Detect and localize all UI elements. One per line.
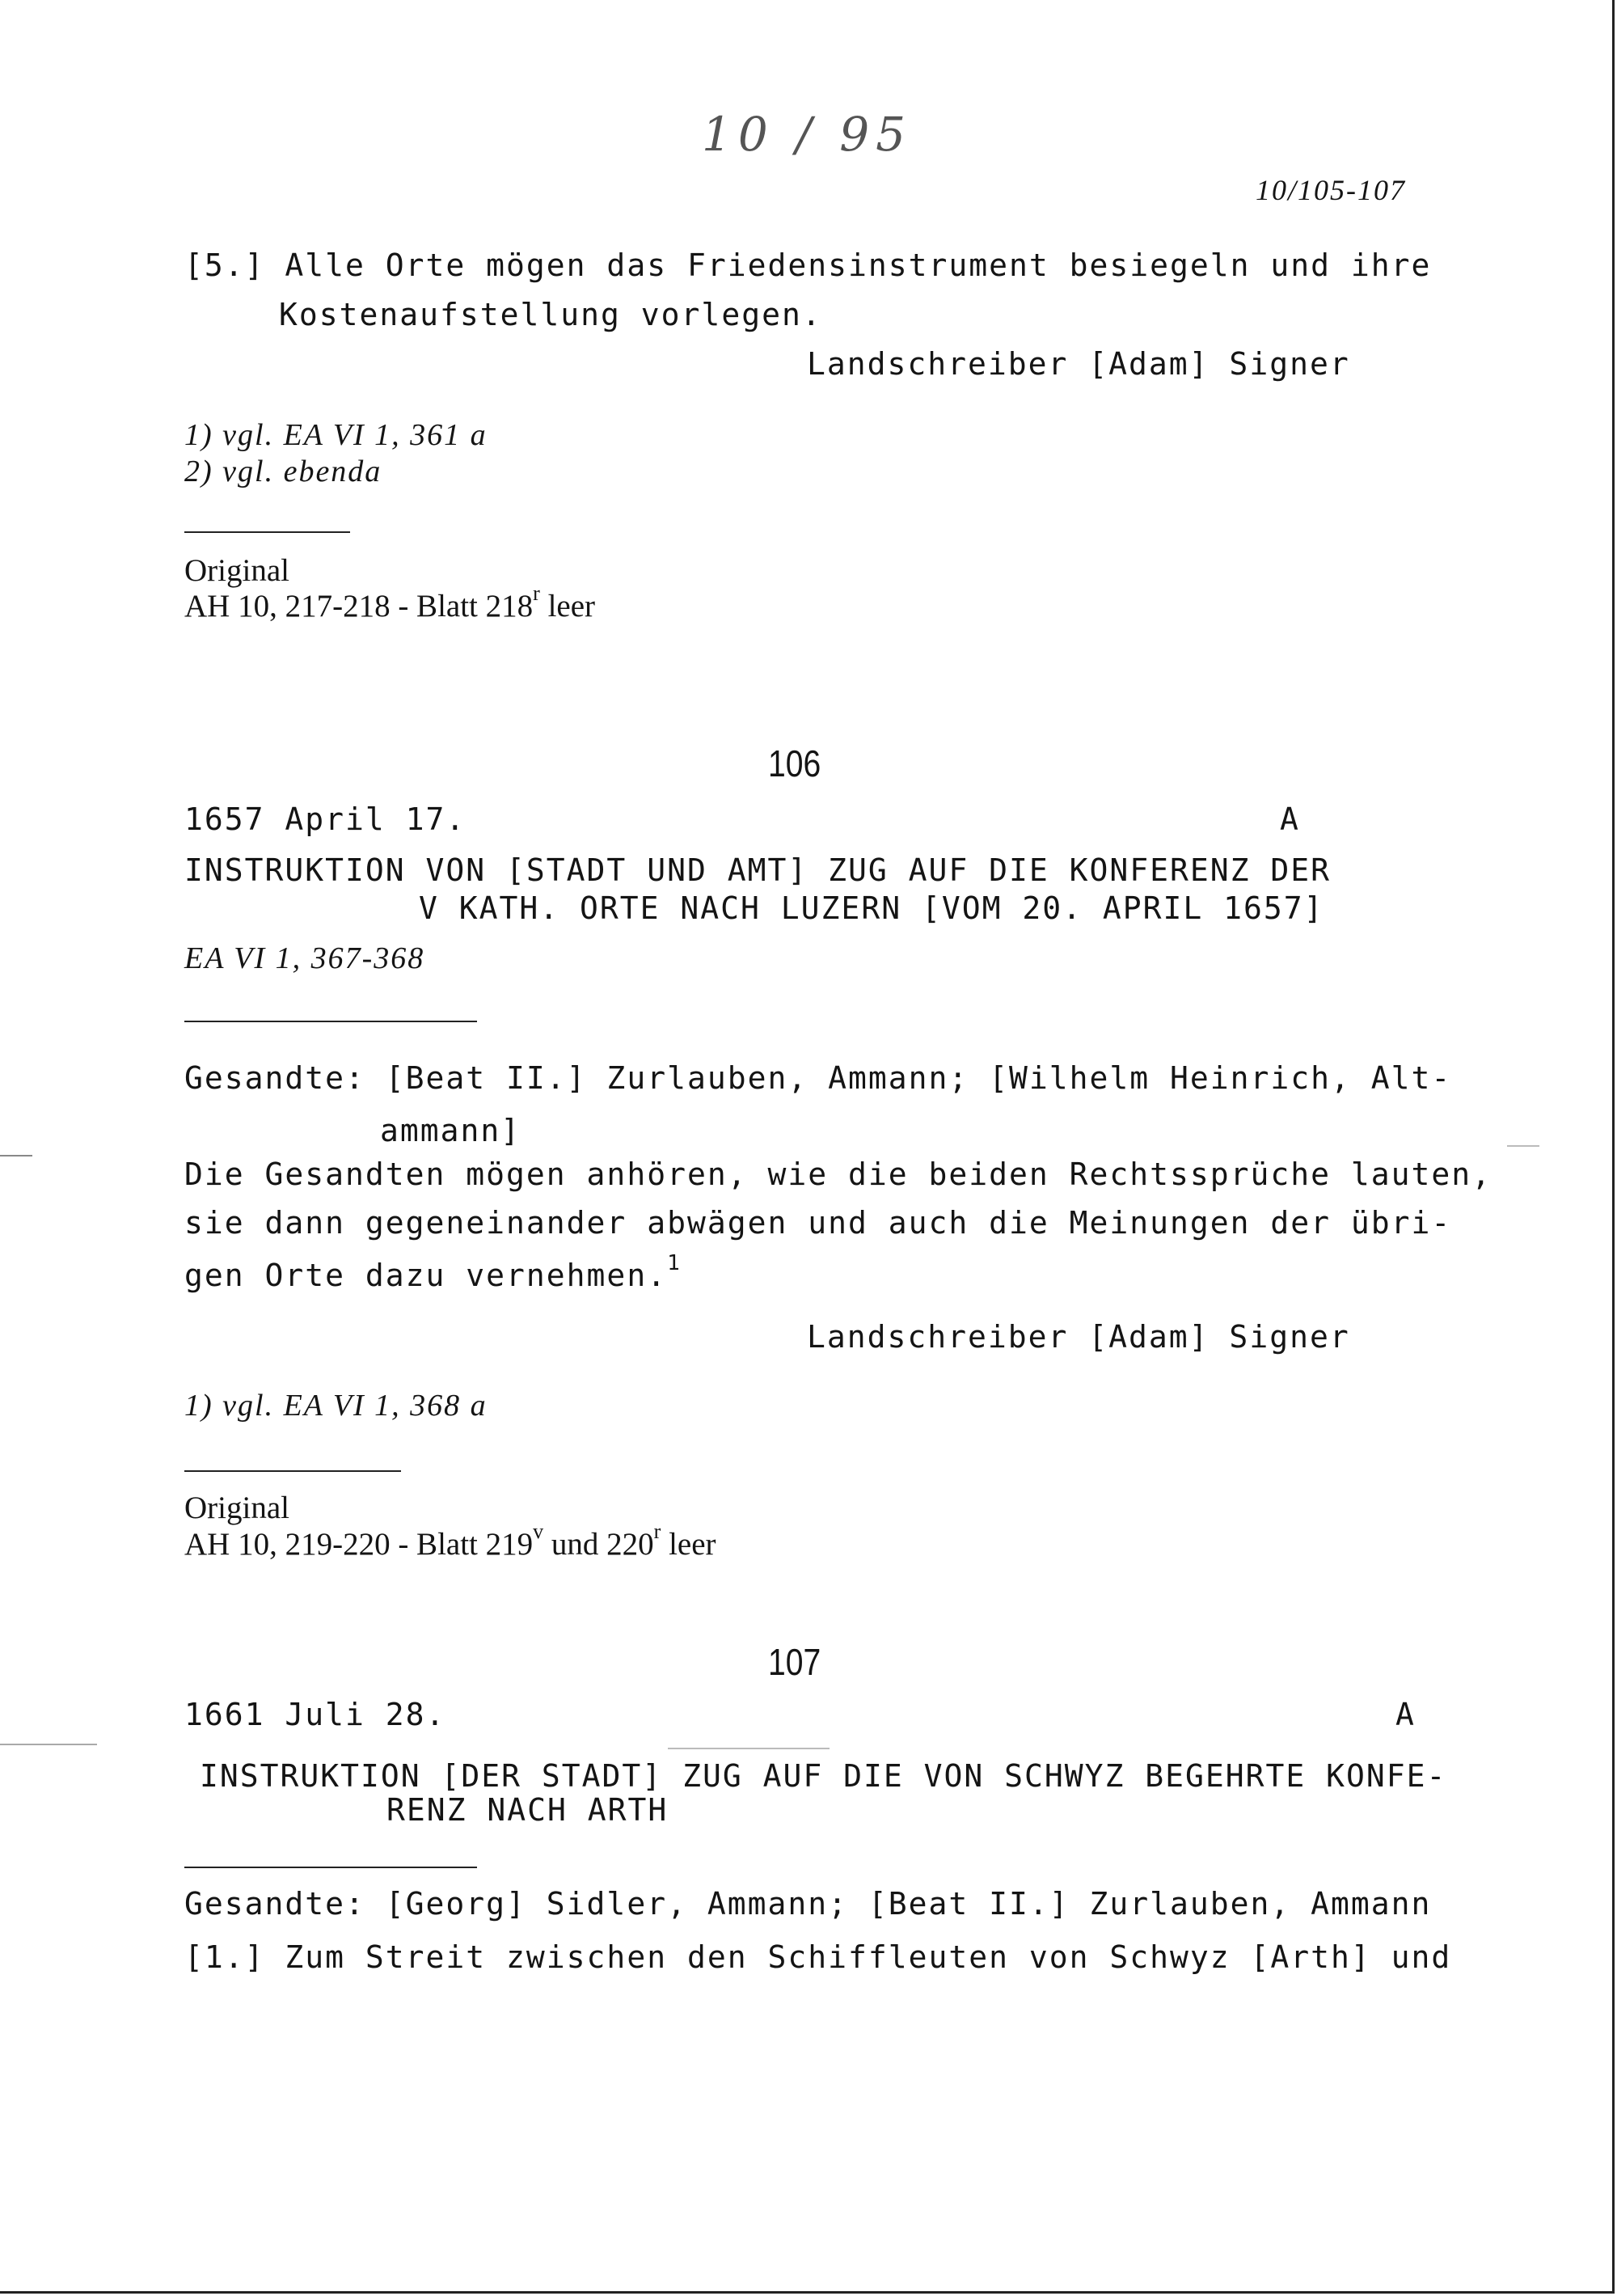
doc107-marker: A [1395, 1697, 1416, 1732]
doc107-envoys: Gesandte: [Georg] Sidler, Ammann; [Beat II.] Zurlauben, Ammann [184, 1886, 1432, 1922]
doc106-original-sup1: v [533, 1520, 544, 1543]
doc106-original-mid: und 220 [543, 1527, 654, 1562]
prev-original-ref-text: AH 10, 217-218 - Blatt 218 [184, 589, 534, 624]
prev-footnote-1: 1) vgl. EA VI 1, 361 a [184, 418, 488, 452]
prev-original-sup: r [533, 581, 540, 605]
doc106-original-reference [184, 1520, 716, 1562]
doc107-number: 107 [768, 1641, 821, 1683]
doc106-body-line1: Die Gesandten mögen anhören, wie die beiden Rechtssprüche lauten, [184, 1156, 1492, 1192]
prev-divider [184, 531, 350, 533]
doc106-date: 1657 April 17. [184, 801, 467, 837]
doc106-number: 106 [768, 742, 821, 784]
doc106-footnote-divider [184, 1470, 401, 1472]
doc106-title-line1: INSTRUKTION VON [STADT UND AMT] ZUG AUF DIE KONFERENZ DER [184, 852, 1332, 888]
prev-original-end: leer [539, 589, 596, 624]
prev-item5-line1: [5.] Alle Orte mögen das Friedensinstrument besiegeln und ihre [184, 247, 1432, 283]
doc106-marker: A [1280, 801, 1300, 837]
doc106-envoys-line1: Gesandte: [Beat II.] Zurlauben, Ammann; [Wilhelm Heinrich, Alt- [184, 1060, 1452, 1096]
scan-mark-mid [668, 1748, 830, 1749]
prev-item5-line2: Kostenaufstellung vorlegen. [279, 297, 822, 332]
handwritten-archive-number: 10 / 95 [702, 107, 913, 162]
doc106-original-sup2: r [653, 1520, 661, 1543]
doc107-divider [184, 1867, 477, 1868]
doc107-title-line1: INSTRUKTION [DER STADT] ZUG AUF DIE VON SCHWYZ BEGEHRTE KONFE- [200, 1758, 1447, 1794]
doc106-footnote-mark: 1 [667, 1251, 682, 1276]
doc106-original-label: Original [184, 1490, 289, 1525]
doc106-original-end: leer [661, 1527, 716, 1562]
prev-original-reference [184, 581, 596, 624]
prev-signature: Landschreiber [Adam] Signer [807, 346, 1350, 382]
doc106-signature: Landschreiber [Adam] Signer [807, 1319, 1350, 1355]
page-reference: 10/105-107 [1256, 174, 1406, 206]
doc106-envoys-line2: ammann] [380, 1113, 521, 1148]
doc107-item1: [1.] Zum Streit zwischen den Schiffleuten von Schwyz [Arth] und [184, 1939, 1452, 1975]
doc106-divider [184, 1021, 477, 1022]
doc106-original-ref-text: AH 10, 219-220 - Blatt 219 [184, 1527, 534, 1562]
doc106-footnote-1: 1) vgl. EA VI 1, 368 a [184, 1389, 488, 1423]
doc106-body-line2: sie dann gegeneinander abwägen und auch die Meinungen der übri- [184, 1205, 1452, 1241]
scan-mark-right [1507, 1145, 1539, 1147]
doc107-title-line2: RENZ NACH ARTH [386, 1792, 669, 1828]
doc106-title-line2: V KATH. ORTE NACH LUZERN [VOM 20. APRIL 1657] [419, 890, 1324, 926]
scan-mark-left-2 [0, 1744, 97, 1745]
prev-footnote-2: 2) vgl. ebenda [184, 455, 382, 488]
doc106-source: EA VI 1, 367-368 [184, 941, 425, 975]
doc106-body-line3-text: gen Orte dazu vernehmen. [184, 1258, 668, 1293]
prev-original-label: Original [184, 553, 289, 588]
doc107-date: 1661 Juli 28. [184, 1697, 446, 1732]
doc106-body-line3 [184, 1251, 682, 1293]
scan-mark-left-1 [0, 1155, 32, 1156]
